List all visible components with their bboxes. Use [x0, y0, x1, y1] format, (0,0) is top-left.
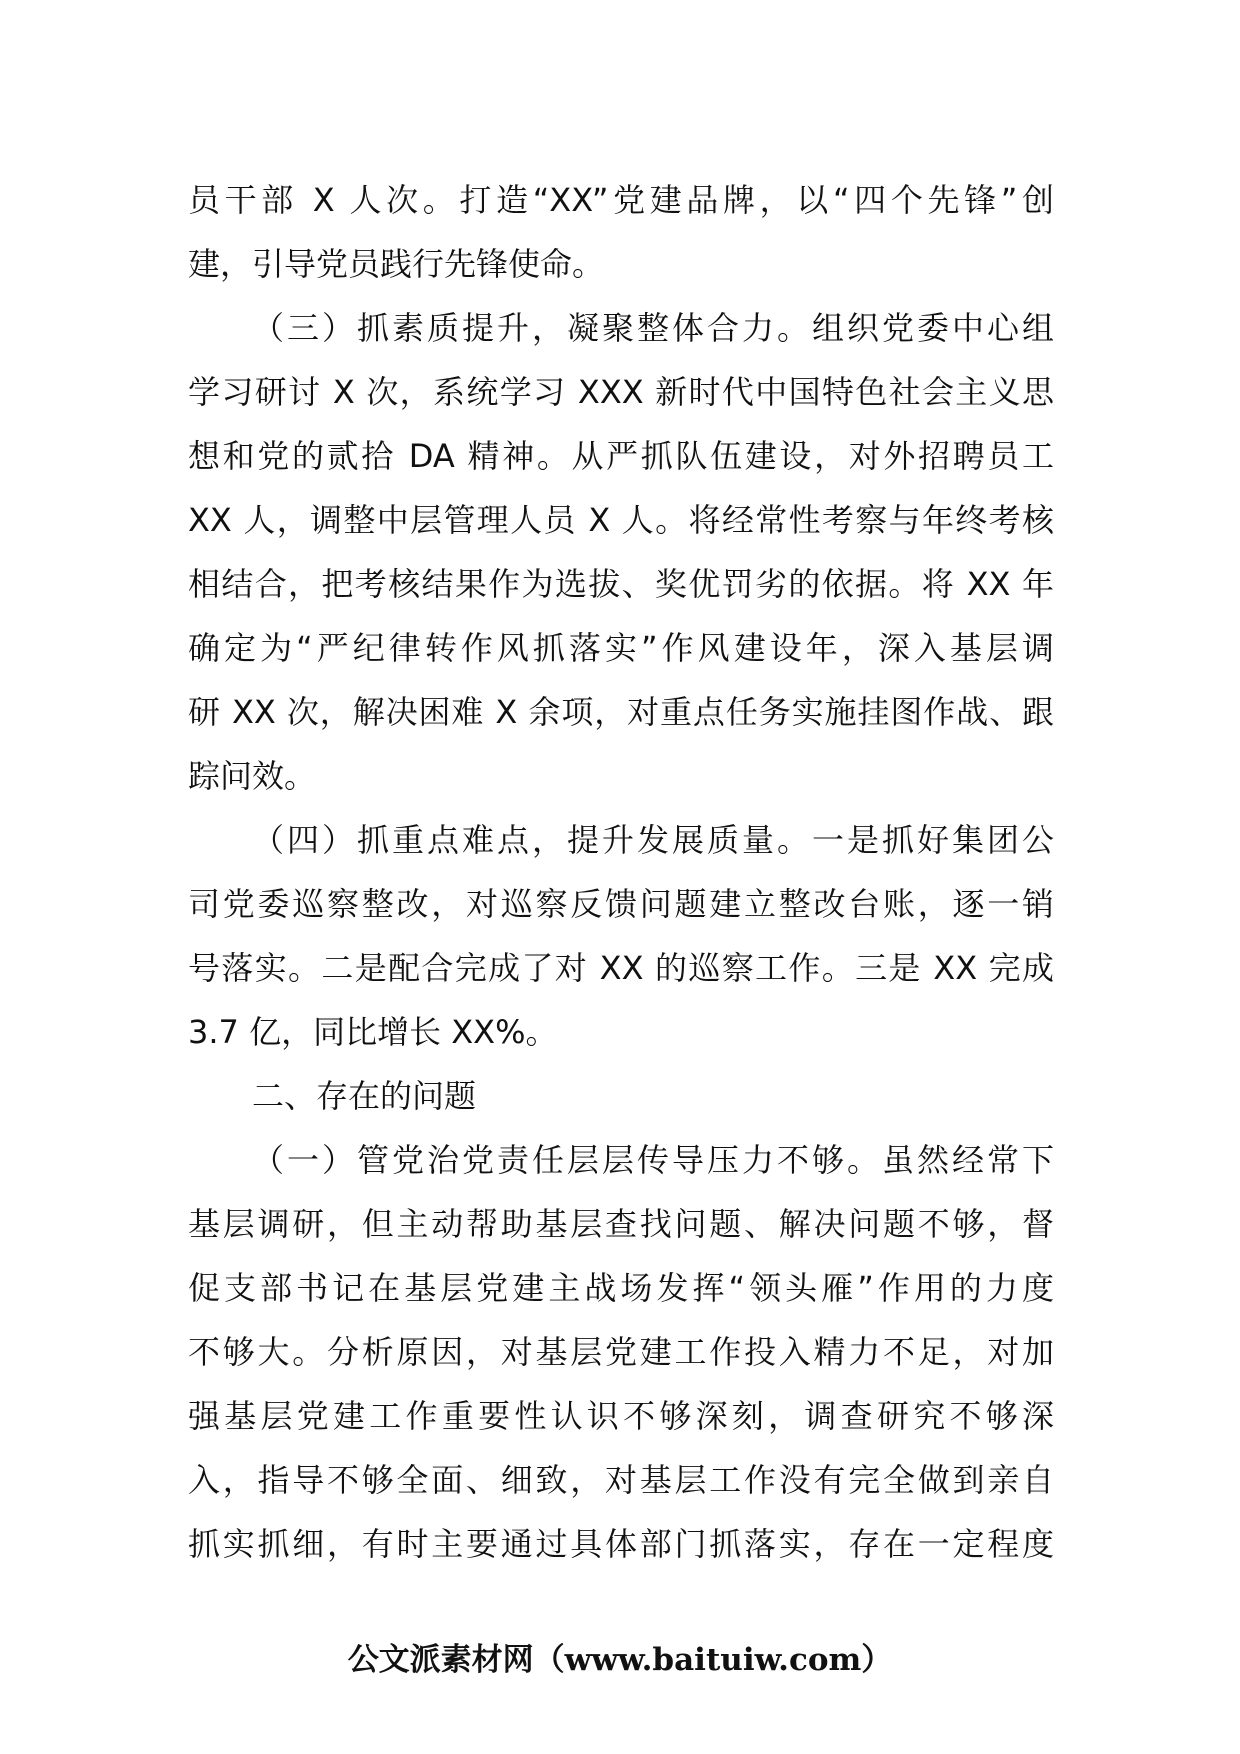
- text-line: 入，指导不够全面、细致，对基层工作没有完全做到亲自: [188, 1461, 1054, 1499]
- text-line: （三）抓素质提升，凝聚整体合力。组织党委中心组: [252, 309, 1054, 347]
- text-line: 研 XX 次，解决困难 X 余项，对重点任务实施挂图作战、跟: [188, 693, 1054, 731]
- text-line: 二、存在的问题: [252, 1077, 477, 1115]
- text-line: 确定为“严纪律转作风抓落实”作风建设年，深入基层调: [188, 629, 1054, 667]
- text-line: 员干部 X 人次。打造“XX”党建品牌，以“四个先锋”创: [188, 181, 1054, 219]
- text-line: 踪问效。: [188, 757, 317, 795]
- text-line: 号落实。二是配合完成了对 XX 的巡察工作。三是 XX 完成: [188, 949, 1054, 987]
- text-line: 相结合，把考核结果作为选拔、奖优罚劣的依据。将 XX 年: [188, 565, 1054, 603]
- text-line: 强基层党建工作重要性认识不够深刻，调查研究不够深: [188, 1397, 1054, 1435]
- text-line: （一）管党治党责任层层传导压力不够。虽然经常下: [252, 1141, 1054, 1179]
- text-line: 不够大。分析原因，对基层党建工作投入精力不足，对加: [188, 1333, 1054, 1371]
- footer-watermark: 公文派素材网（www.baituiw.com）: [347, 1642, 893, 1678]
- document-body: [188, 168, 1054, 1576]
- text-line: XX 人，调整中层管理人员 X 人。将经常性考察与年终考核: [188, 501, 1054, 539]
- text-line: 3.7 亿，同比增长 XX%。: [188, 1013, 558, 1051]
- text-line: 促支部书记在基层党建主战场发挥“领头雁”作用的力度: [188, 1269, 1054, 1307]
- text-line: 抓实抓细，有时主要通过具体部门抓落实，存在一定程度: [188, 1525, 1054, 1563]
- text-line: （四）抓重点难点，提升发展质量。一是抓好集团公: [252, 821, 1054, 859]
- text-line: 司党委巡察整改，对巡察反馈问题建立整改台账，逐一销: [188, 885, 1054, 923]
- text-line: 基层调研，但主动帮助基层查找问题、解决问题不够，督: [188, 1205, 1054, 1243]
- text-line: 建，引导党员践行先锋使命。: [188, 245, 605, 283]
- text-line: 学习研讨 X 次，系统学习 XXX 新时代中国特色社会主义思: [188, 373, 1054, 411]
- text-line: 想和党的贰拾 DA 精神。从严抓队伍建设，对外招聘员工: [188, 437, 1054, 475]
